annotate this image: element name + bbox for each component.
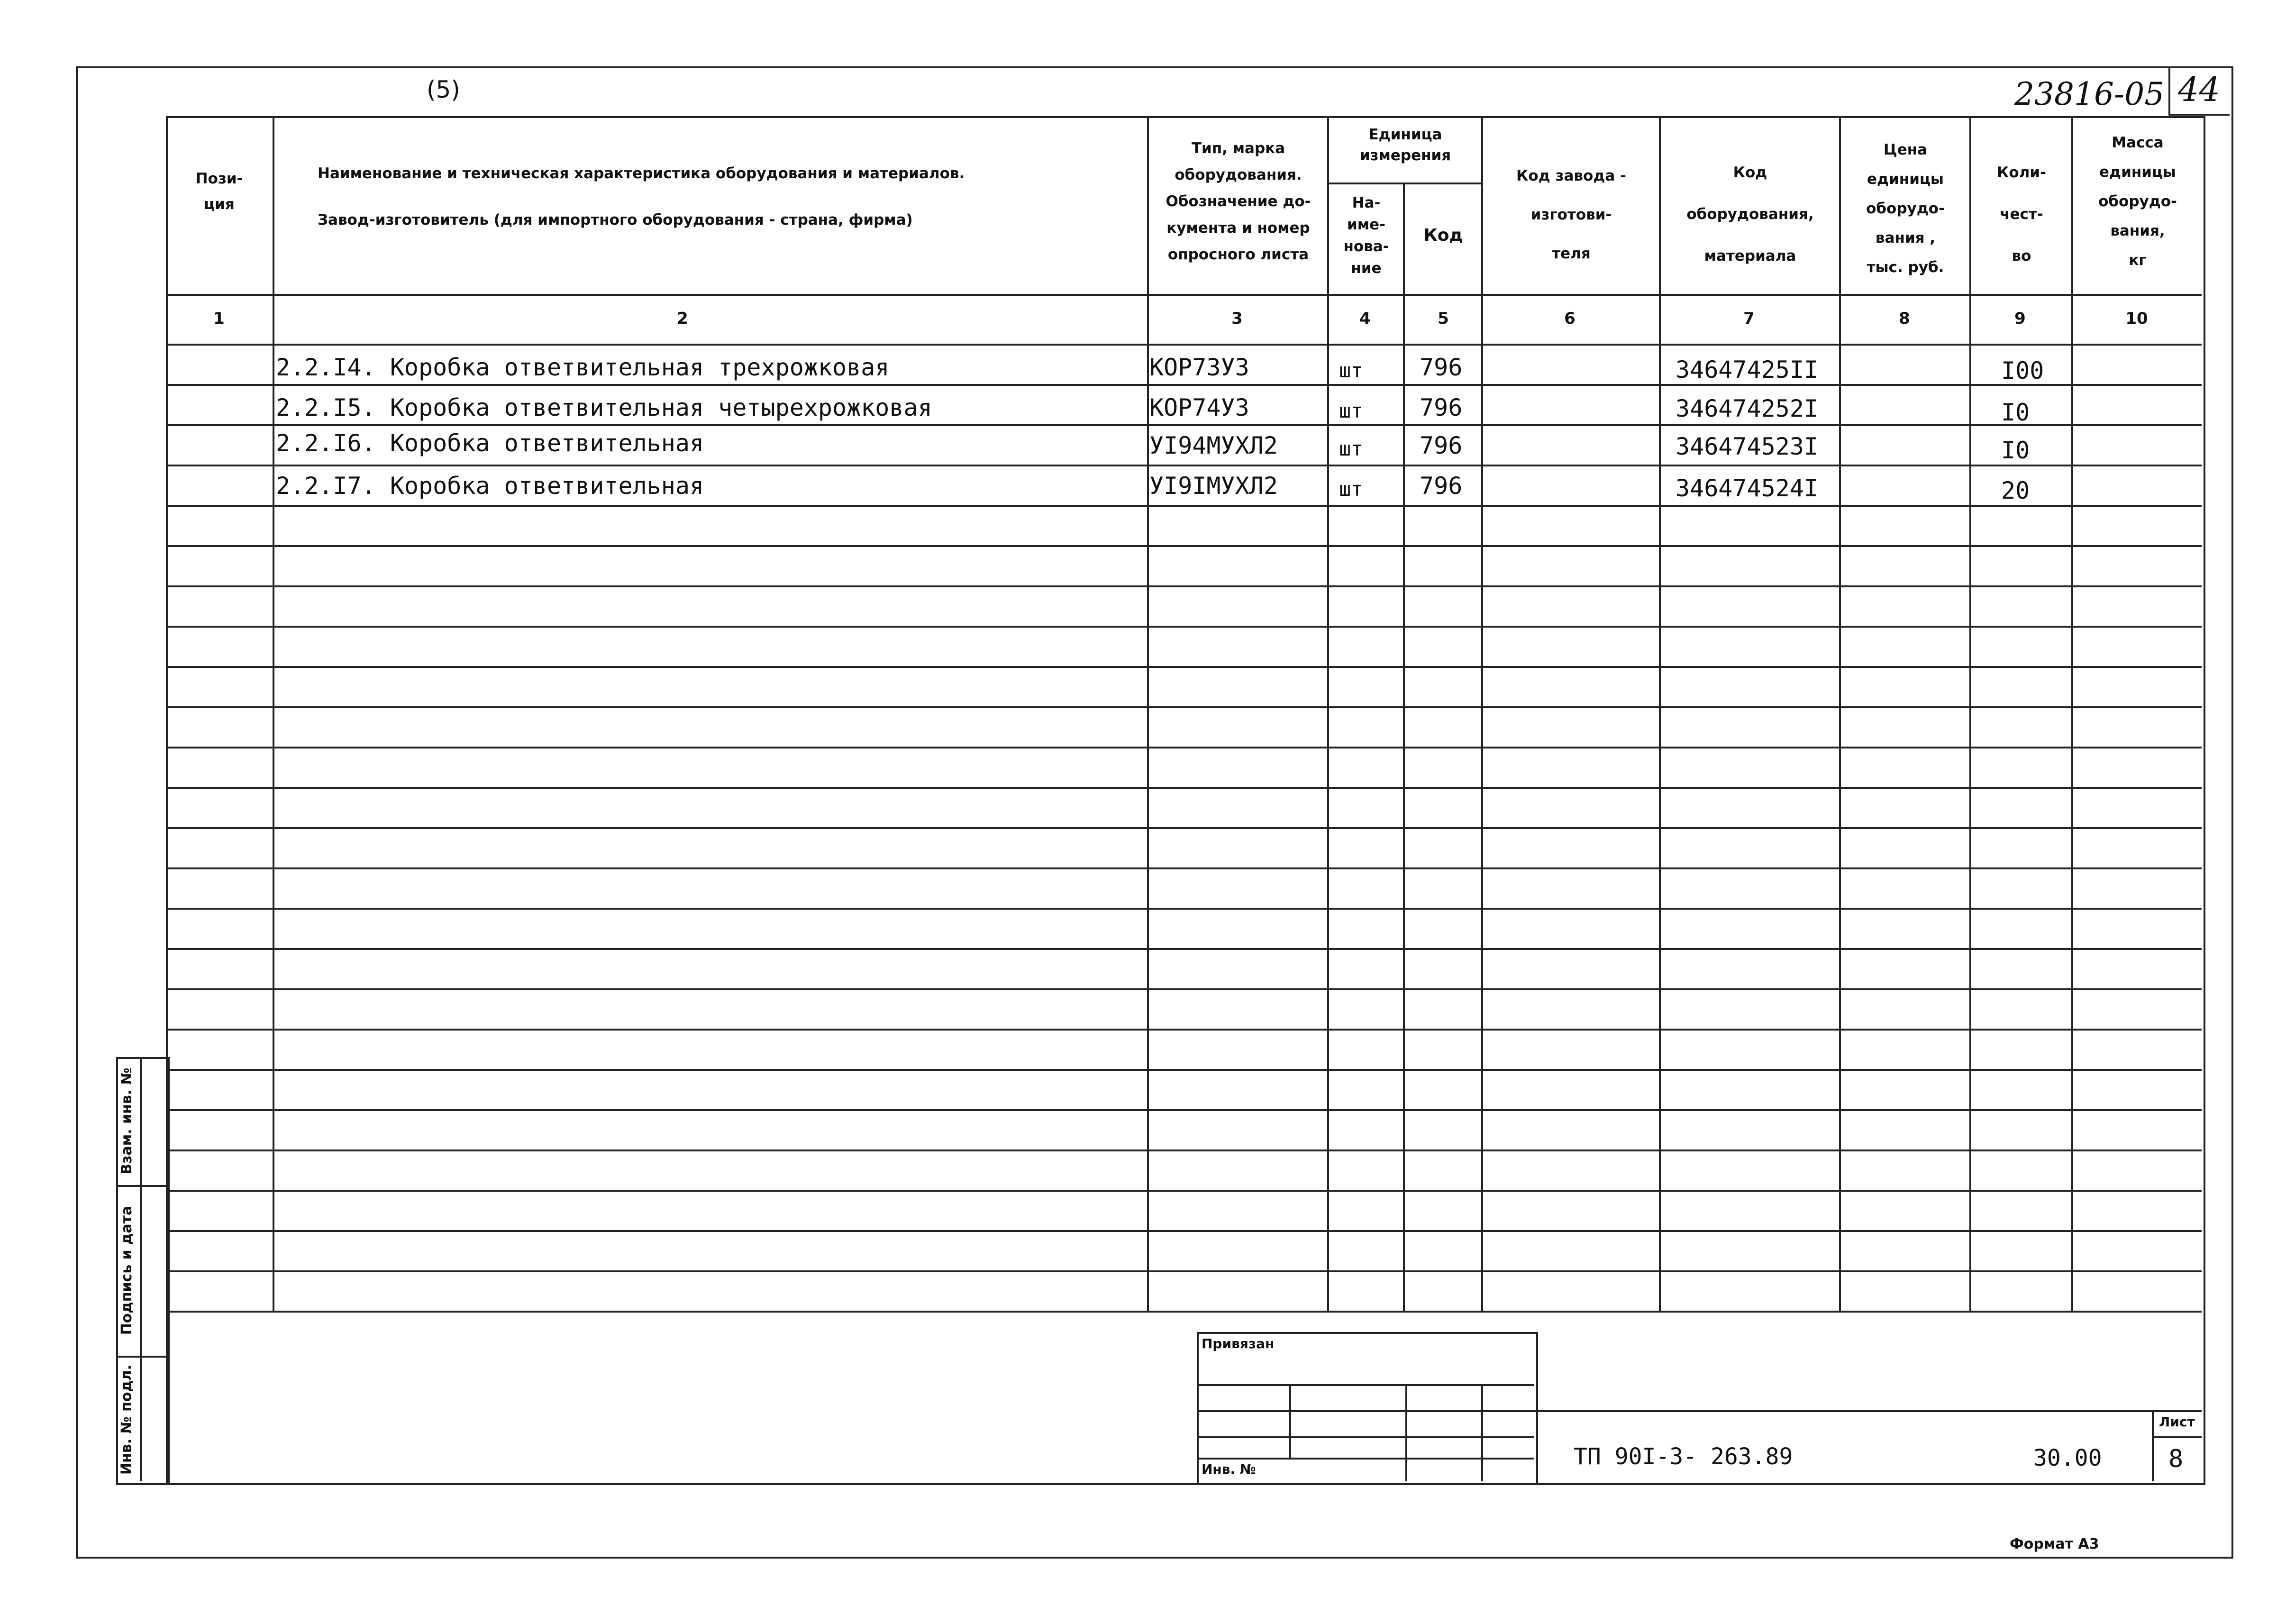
- sheet-box-divider: [2152, 1436, 2202, 1438]
- row-3-unit-code: 796: [1420, 432, 1463, 459]
- row-3-equip-code: 346474523I: [1676, 433, 1819, 460]
- row-2-equip-code: 346474252I: [1676, 395, 1819, 422]
- row-line: [166, 827, 2202, 829]
- row-line: [166, 948, 2202, 950]
- colnum-3: 3: [1231, 309, 1243, 328]
- row-1-equip-code: 34647425II: [1676, 356, 1819, 383]
- header-col7: Код оборудования, материала: [1686, 164, 1814, 265]
- row-line: [166, 384, 2202, 386]
- row-line: [166, 626, 2202, 628]
- row-4-unit: шт: [1339, 477, 1363, 501]
- row-2-unit-code: 796: [1420, 394, 1463, 421]
- colnum-10: 10: [2125, 309, 2148, 328]
- row-line: [166, 545, 2202, 547]
- row-4-unit-code: 796: [1420, 472, 1463, 500]
- colnum-5: 5: [1438, 309, 1449, 328]
- colnum-6: 6: [1564, 309, 1576, 328]
- tb-hline: [1197, 1410, 1534, 1412]
- header-col1: Пози- ция: [195, 170, 243, 213]
- privyazan-label: Привязан: [1202, 1336, 1275, 1351]
- stamp-top-line: [1534, 1410, 2202, 1412]
- row-2-unit: шт: [1339, 399, 1363, 422]
- colnum-1: 1: [213, 309, 225, 328]
- row-line: [166, 1109, 2202, 1111]
- header-col9: Коли- чест- во: [1997, 164, 2046, 265]
- row-line: [166, 666, 2202, 668]
- row-line: [166, 908, 2202, 910]
- row-line: [166, 988, 2202, 990]
- header-col6: Код завода - изготови- теля: [1516, 167, 1626, 262]
- doc-suffix: 30.00: [2033, 1445, 2102, 1471]
- row-line: [166, 1029, 2202, 1031]
- row-line: [166, 747, 2202, 748]
- header-col4: На- име- нова- ние: [1343, 194, 1389, 277]
- row-line: [166, 1270, 2202, 1272]
- colnum-7: 7: [1743, 309, 1755, 328]
- side-stamp-vline: [140, 1057, 142, 1481]
- sheet-number: 8: [2168, 1445, 2184, 1473]
- side-inv-podl: Инв. № подл.: [118, 1364, 135, 1475]
- header-col45-group: Единица измерения: [1359, 126, 1451, 164]
- row-4-type: УI9IМУХЛ2: [1149, 472, 1278, 500]
- row-1-unit: шт: [1339, 359, 1363, 382]
- side-vzam-inv: Взам. инв. №: [118, 1067, 135, 1175]
- doc-code: ТП 90I-3- 263.89: [1574, 1443, 1793, 1470]
- colnum-9: 9: [2014, 309, 2026, 328]
- header-bottom-line: [166, 294, 2202, 296]
- row-line: [166, 867, 2202, 869]
- colnum-bottom-line: [166, 344, 2202, 346]
- row-1-unit-code: 796: [1420, 354, 1463, 381]
- row-line: [166, 1069, 2202, 1071]
- row-1-name: 2.2.I4. Коробка ответвительная трехрожковая: [276, 354, 890, 381]
- row-3-unit: шт: [1339, 437, 1363, 460]
- row-line: [166, 1150, 2202, 1151]
- row-4-equip-code: 346474524I: [1676, 474, 1819, 502]
- header-col5: Код: [1423, 226, 1463, 245]
- doc-number-handwritten: 23816-05: [2014, 76, 2165, 112]
- page-handwritten: 44: [2178, 70, 2221, 109]
- row-4-name: 2.2.I7. Коробка ответвительная: [276, 472, 704, 500]
- tb-vline: [1289, 1384, 1291, 1458]
- row-3-type: УI94МУХЛ2: [1149, 432, 1278, 459]
- header-col10: Масса единицы оборудо- вания, кг: [2098, 134, 2177, 269]
- header-col8: Цена единицы оборудо- вания , тыс. руб.: [1866, 141, 1945, 276]
- row-2-name: 2.2.I5. Коробка ответвительная четырехрожковая: [276, 394, 932, 421]
- row-line: [166, 787, 2202, 789]
- row-4-qty: 20: [2001, 477, 2030, 504]
- sheet-label: Лист: [2159, 1414, 2195, 1430]
- row-line: [166, 505, 2202, 507]
- header-col2: Наименование и техническая характеристика оборудования и материалов. Завод-изготовитель (для импортного оборудования - страна, фирма): [318, 165, 965, 228]
- tb-vline: [1481, 1384, 1483, 1481]
- colnum-4: 4: [1359, 309, 1371, 328]
- colnum-2: 2: [677, 309, 688, 328]
- row-2-qty: I0: [2001, 399, 2030, 426]
- row-line: [166, 585, 2202, 587]
- row-2-type: КОР74У3: [1149, 394, 1249, 421]
- row-3-name: 2.2.I6. Коробка ответвительная: [276, 429, 704, 457]
- tb-hline: [1197, 1384, 1534, 1386]
- row-line: [166, 706, 2202, 708]
- tb-hline: [1197, 1458, 1534, 1460]
- row-line: [166, 1311, 2202, 1313]
- side-signature-date: Подпись и дата: [118, 1205, 135, 1335]
- inv-no-label: Инв. №: [1202, 1461, 1256, 1477]
- tb-hline: [1197, 1436, 1534, 1438]
- colnum-8: 8: [1899, 309, 1910, 328]
- unit-subheader-line: [1327, 182, 1481, 184]
- row-3-qty: I0: [2001, 437, 2030, 464]
- tb-vline: [1405, 1384, 1407, 1481]
- row-line: [166, 465, 2202, 466]
- section-marker: (5): [427, 76, 460, 103]
- row-1-type: КОР73У3: [1149, 354, 1249, 381]
- row-1-qty: I00: [2001, 357, 2044, 384]
- row-line: [166, 1230, 2202, 1232]
- format-label: Формат А3: [2010, 1536, 2099, 1552]
- row-line: [166, 424, 2202, 426]
- header-col3: Тип, марка оборудования. Обозначение до- кумента и номер опросного листа: [1166, 140, 1311, 263]
- row-line: [166, 1190, 2202, 1192]
